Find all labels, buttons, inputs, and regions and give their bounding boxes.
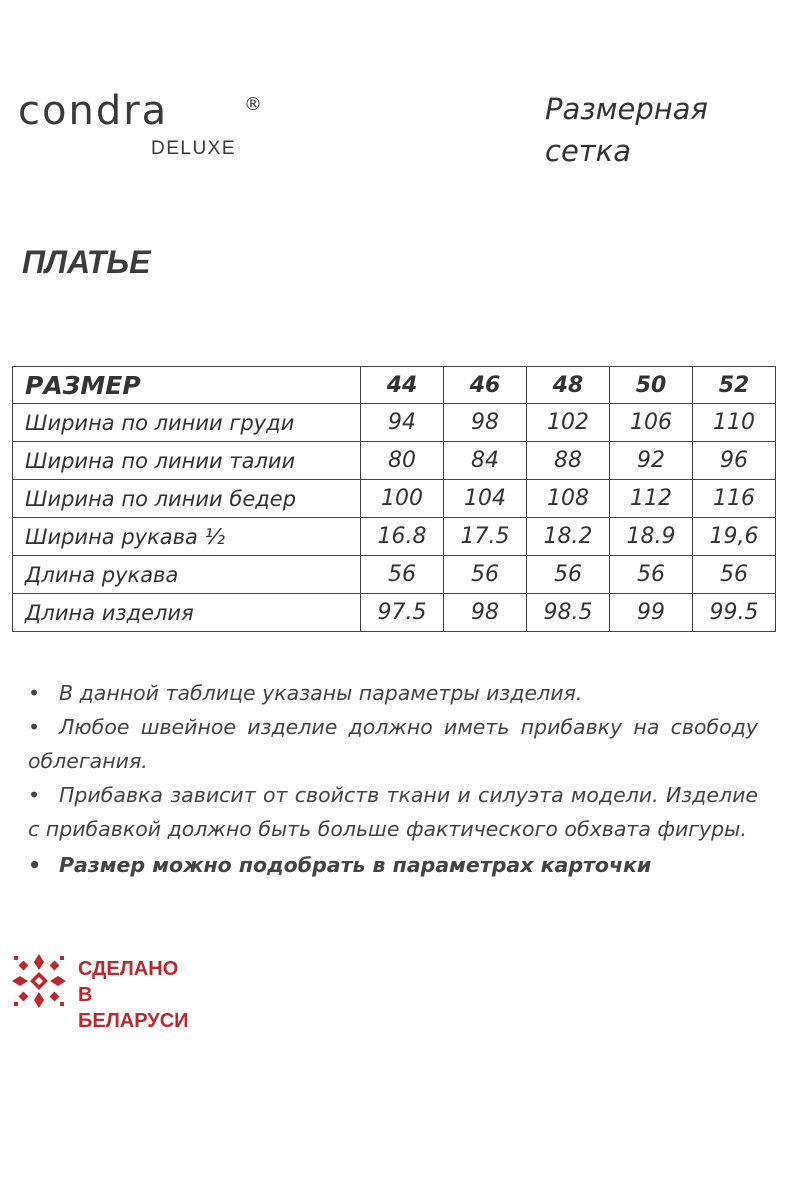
size-header-cell: 52 (693, 367, 776, 404)
size-header-cell: 50 (610, 367, 693, 404)
row-label: Ширина рукава ½ (13, 518, 361, 556)
table-row (13, 442, 776, 480)
table-row (13, 518, 776, 556)
size-header-row (13, 367, 776, 404)
size-table (12, 366, 776, 632)
note-item (28, 710, 758, 778)
belarus-ornament-icon (8, 950, 70, 1012)
table-cell: 56 (527, 556, 610, 594)
bullet-icon: • (28, 783, 41, 807)
table-cell: 19,6 (693, 518, 776, 556)
table-cell: 16.8 (361, 518, 444, 556)
table-cell: 108 (527, 480, 610, 518)
table-cell: 102 (527, 404, 610, 442)
size-chart-title-line2: сетка (545, 134, 631, 168)
table-cell: 56 (610, 556, 693, 594)
brand-line: DELUXE (151, 138, 237, 159)
brand-logo (18, 88, 268, 168)
size-chart-title-line1: Размерная (545, 92, 708, 126)
row-label: Ширина по линии груди (13, 404, 361, 442)
table-cell: 112 (610, 480, 693, 518)
size-header-cell: 48 (527, 367, 610, 404)
badge-text (78, 956, 208, 1034)
badge-line1: СДЕЛАНО (78, 958, 179, 980)
table-cell: 110 (693, 404, 776, 442)
notes-list (28, 676, 758, 882)
table-row (13, 404, 776, 442)
table-cell: 94 (361, 404, 444, 442)
table-cell: 98 (444, 404, 527, 442)
made-in-belarus-badge (8, 950, 208, 1032)
table-cell: 100 (361, 480, 444, 518)
table-cell: 116 (693, 480, 776, 518)
row-label: Длина рукава (13, 556, 361, 594)
bullet-icon: • (28, 715, 41, 739)
table-row (13, 556, 776, 594)
row-label: Ширина по линии бедер (13, 480, 361, 518)
table-cell: 98 (444, 594, 527, 632)
table-cell: 97.5 (361, 594, 444, 632)
table-cell: 99.5 (693, 594, 776, 632)
note-text: Любое швейное изделие должно иметь прибавку на свободу облегания. (28, 715, 758, 773)
brand-name: condra (18, 88, 169, 134)
table-cell: 18.9 (610, 518, 693, 556)
table-cell: 56 (444, 556, 527, 594)
note-item (28, 676, 758, 710)
badge-line2: В БЕЛАРУСИ (78, 984, 189, 1032)
table-cell: 104 (444, 480, 527, 518)
size-header-cell: 44 (361, 367, 444, 404)
table-cell: 56 (693, 556, 776, 594)
table-cell: 92 (610, 442, 693, 480)
table-cell: 88 (527, 442, 610, 480)
note-text: В данной таблице указаны параметры изделия. (59, 681, 583, 705)
size-header-label: РАЗМЕР (13, 367, 361, 404)
note-item (28, 778, 758, 846)
table-cell: 84 (444, 442, 527, 480)
table-row (13, 480, 776, 518)
table-cell: 106 (610, 404, 693, 442)
table-cell: 98.5 (527, 594, 610, 632)
registered-mark: ® (244, 94, 262, 115)
bullet-icon: • (28, 681, 41, 705)
table-cell: 80 (361, 442, 444, 480)
table-row (13, 594, 776, 632)
table-cell: 17.5 (444, 518, 527, 556)
size-header-cell: 46 (444, 367, 527, 404)
table-cell: 56 (361, 556, 444, 594)
note-item (28, 848, 758, 882)
row-label: Длина изделия (13, 594, 361, 632)
bullet-icon: • (28, 853, 42, 877)
row-label: Ширина по линии талии (13, 442, 361, 480)
note-text: Прибавка зависит от свойств ткани и силуэта модели. Изделие с прибавкой должно быть больше фактического обхвата фигуры. (28, 783, 758, 841)
table-cell: 18.2 (527, 518, 610, 556)
table-cell: 96 (693, 442, 776, 480)
table-cell: 99 (610, 594, 693, 632)
product-name: ПЛАТЬЕ (22, 244, 151, 280)
note-text: Размер можно подобрать в параметрах карточки (59, 853, 652, 877)
size-chart-title (545, 88, 785, 172)
